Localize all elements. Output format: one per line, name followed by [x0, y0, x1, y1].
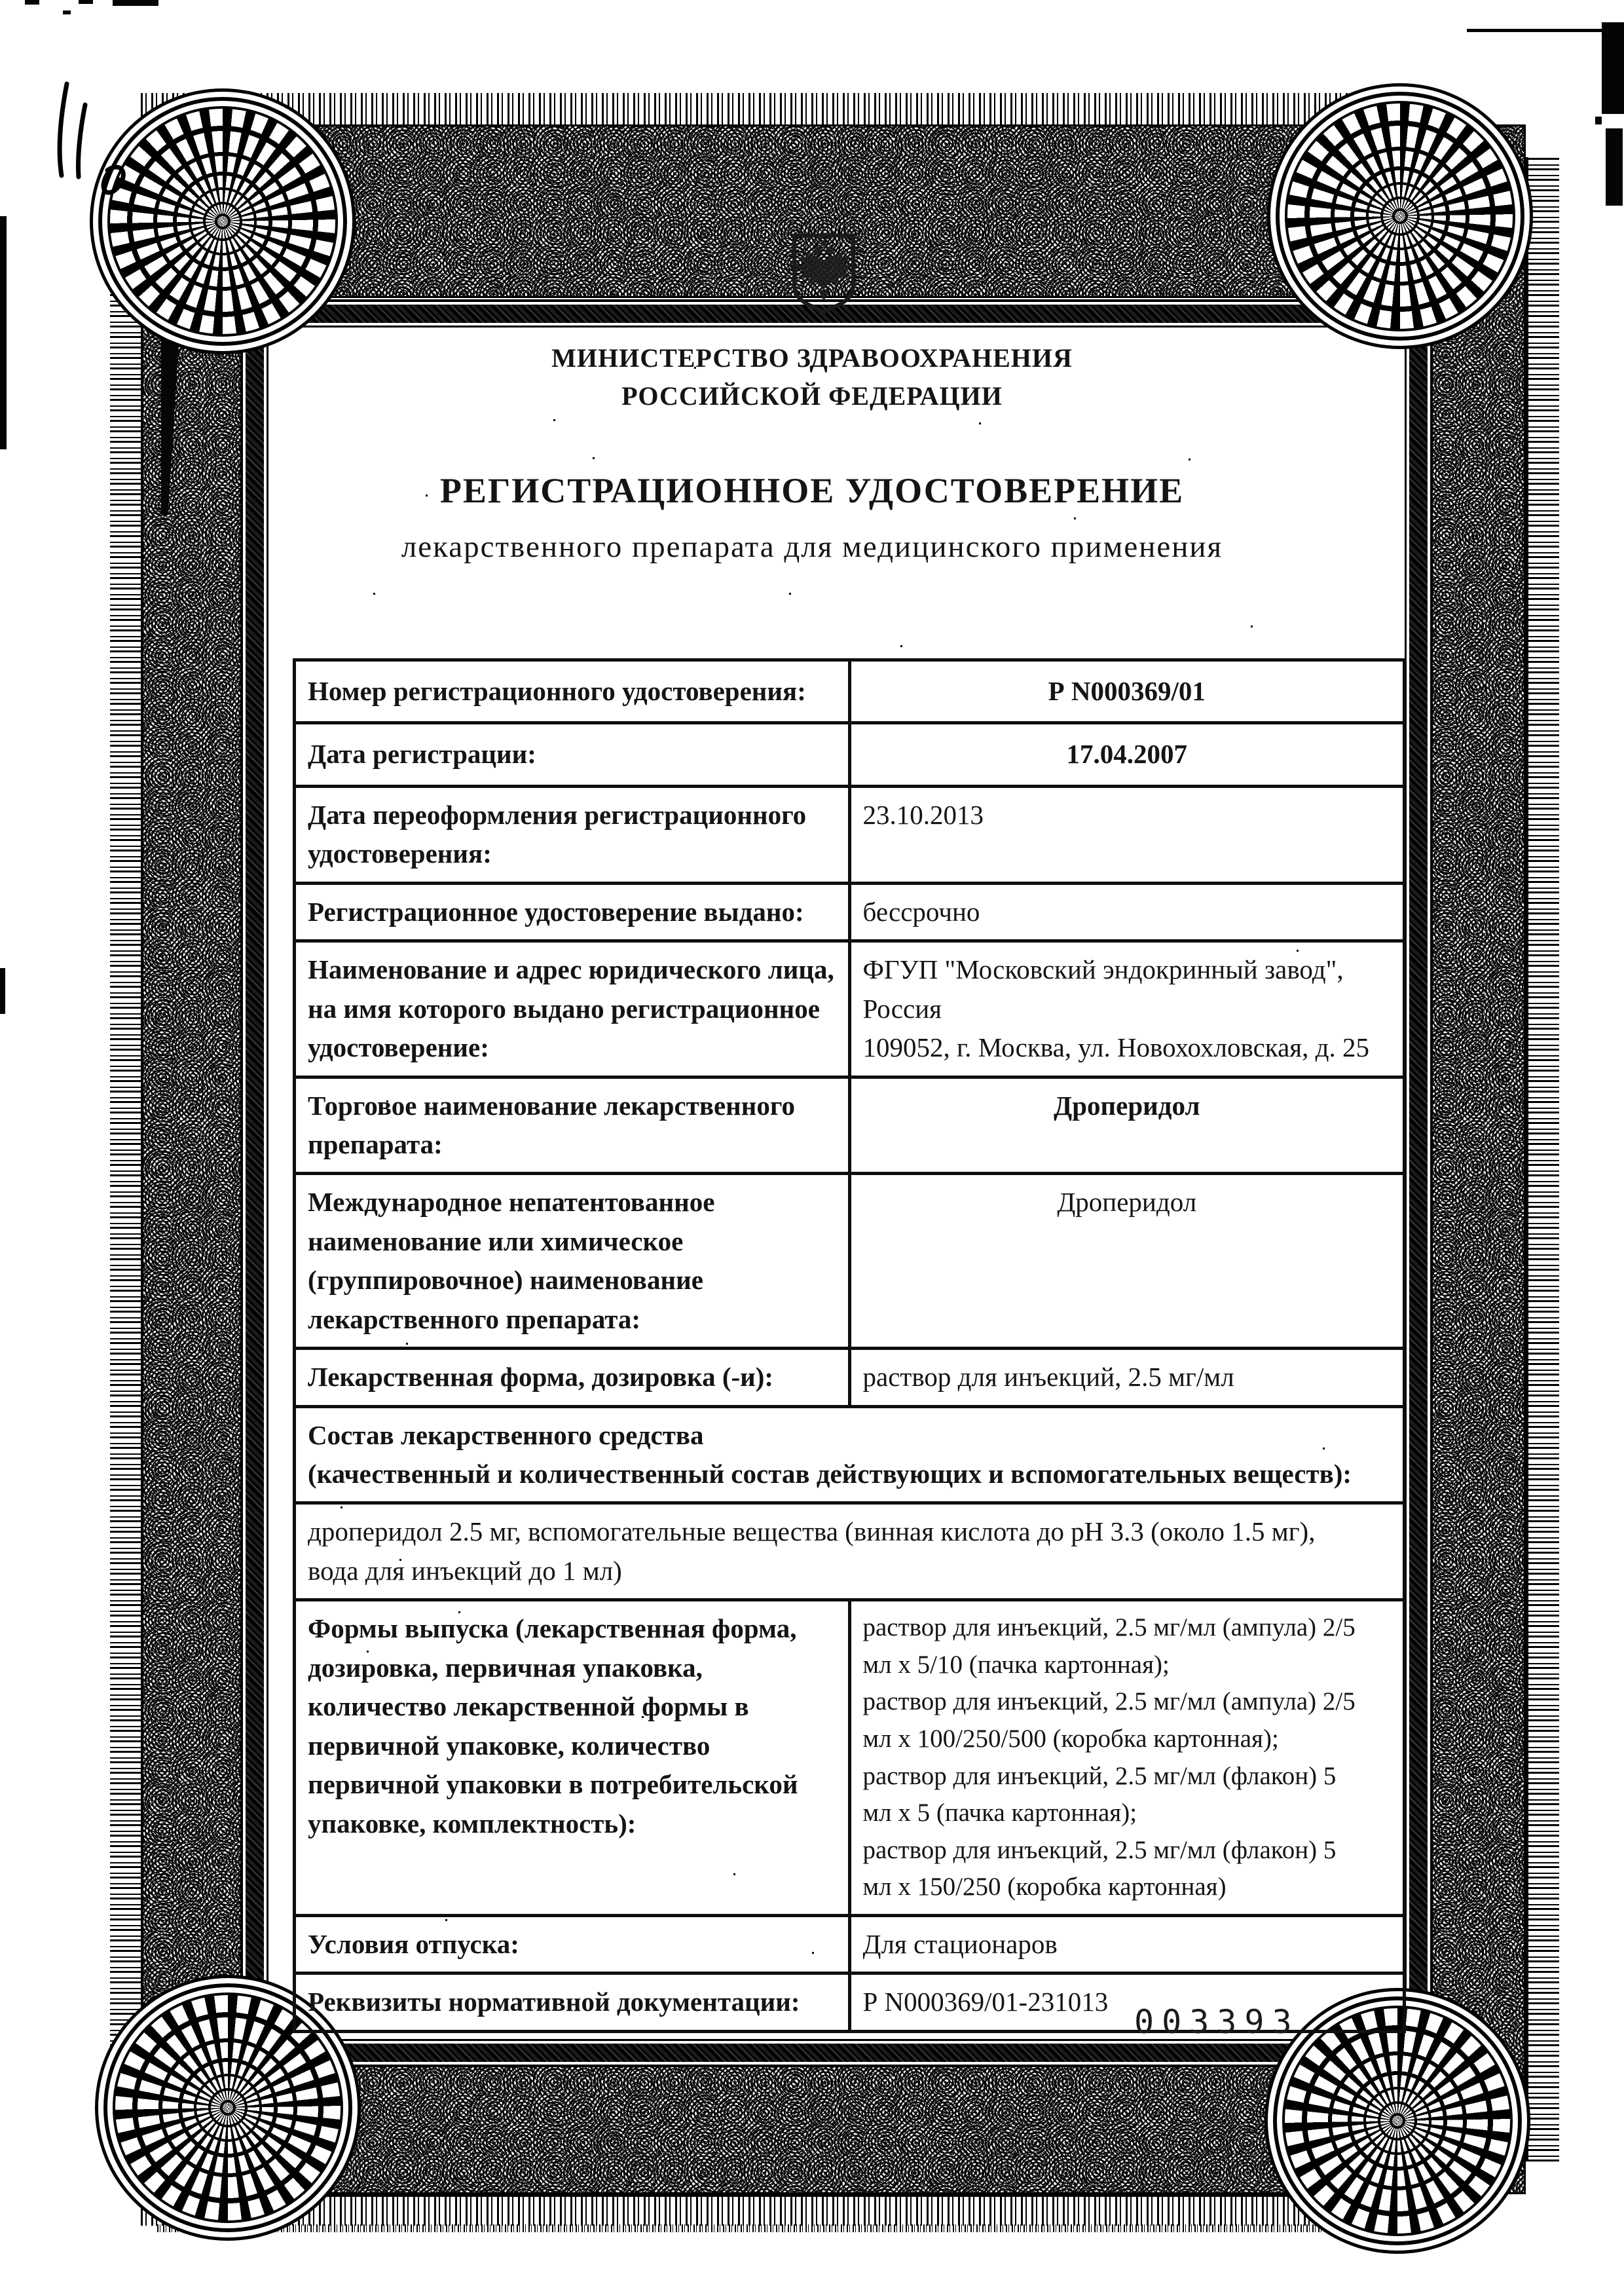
row-label: Условия отпуска:: [295, 1915, 850, 1973]
row-label: Наименование и адрес юридического лица, на имя которого выдано регистрационное удостоверение:: [295, 941, 850, 1077]
row-value: 23.10.2013: [849, 786, 1405, 883]
scan-artifact-right-dot: [1595, 117, 1602, 124]
scan-noise-speckles: [0, 0, 2, 2]
composition-header: Состав лекарственного средства (качественный и количественный состав действующих и вспомогательных веществ):: [295, 1406, 1405, 1503]
table-row-composition-header: [295, 1406, 1405, 1503]
certificate-table: [293, 658, 1406, 2033]
row-label: Международное непатентованное наименование или химическое (группировочное) наименование лекарственного препарата:: [295, 1174, 850, 1349]
table-row-trade-name: [295, 1077, 1405, 1174]
corner-rosette-top-right-icon: [1276, 92, 1524, 341]
table-row-dosage-form: [295, 1349, 1405, 1406]
border-fringe-left: [110, 157, 143, 2161]
row-value: ФГУП "Московский эндокринный завод", Россия 109052, г. Москва, ул. Новохохловская, д. 25: [849, 941, 1405, 1077]
row-label: Торговое наименование лекарственного препарата:: [295, 1077, 850, 1174]
scan-artifact-top-2: [79, 0, 93, 4]
table-row-inn-name: [295, 1174, 1405, 1349]
table-row-registration-date: [295, 723, 1405, 786]
row-label: Формы выпуска (лекарственная форма, дозировка, первичная упаковка, количество лекарственной формы в первичной упаковке, количество первичной упаковки в потребительской упаковке, комплектность):: [295, 1600, 850, 1915]
row-value: Дроперидол: [849, 1174, 1405, 1349]
ministry-header: [0, 339, 1624, 415]
scan-artifact-top-4: [63, 10, 71, 14]
document-title: РЕГИСТРАЦИОННОЕ УДОСТОВЕРЕНИЕ: [439, 471, 1185, 510]
ministry-line-1: МИНИСТЕРСТВО ЗДРАВООХРАНЕНИЯ: [551, 343, 1073, 373]
scan-artifact-top-line: [1467, 29, 1603, 32]
row-label: Лекарственная форма, дозировка (-и):: [295, 1349, 850, 1406]
form-serial-number: 003393: [1134, 2003, 1300, 2041]
corner-rosette-bottom-right-icon: [1273, 1996, 1522, 2245]
scan-artifact-left-bar-2: [0, 968, 5, 1014]
row-label: Реквизиты нормативной документации:: [295, 1973, 850, 2031]
russian-coat-of-arms-icon: [775, 231, 873, 322]
row-value: 17.04.2007: [849, 723, 1405, 786]
scan-artifact-top-1: [25, 0, 39, 5]
row-label: Регистрационное удостоверение выдано:: [295, 883, 850, 941]
row-value: раствор для инъекций, 2.5 мг/мл (ампула) 2/5 мл х 5/10 (пачка картонная); раствор для инъекций, 2.5 мг/мл (ампула) 2/5 мл х 100/250/500 (коробка картонная); раствор для инъекций, 2.5 мг/мл (флакон) 5 мл х 5 (пачка картонная); раствор для инъекций, 2.5 мг/мл (флакон) 5 мл х 150/250 (коробка картонная): [849, 1600, 1405, 1915]
composition-text: дроперидол 2.5 мг, вспомогательные вещества (винная кислота до pH 3.3 (около 1.5 мг), вода для инъекций до 1 мл): [295, 1503, 1405, 1600]
document-subtitle: лекарственного препарата для медицинского применения: [401, 530, 1223, 564]
row-value: раствор для инъекций, 2.5 мг/мл: [849, 1349, 1405, 1406]
table-row-registration-number: [295, 660, 1405, 723]
row-value: Р N000369/01: [849, 660, 1405, 723]
border-band-right: [1424, 124, 1526, 2194]
row-label: Дата переоформления регистрационного удостоверения:: [295, 786, 850, 883]
ministry-line-2: РОССИЙСКОЙ ФЕДЕРАЦИИ: [621, 381, 1003, 411]
row-value: Для стационаров: [849, 1915, 1405, 1973]
row-value: бессрочно: [849, 883, 1405, 941]
border-fringe-bottom: [141, 2194, 1428, 2226]
row-value: Р N000369/01-231013: [849, 1973, 1405, 2031]
table-row-dispensing-conditions: [295, 1915, 1405, 1973]
table-row-validity: [295, 883, 1405, 941]
handwritten-mark: [9, 65, 160, 249]
table-row-composition-text: [295, 1503, 1405, 1600]
row-label: Номер регистрационного удостоверения:: [295, 660, 850, 723]
row-label: Дата регистрации:: [295, 723, 850, 786]
scan-artifact-right-bar-1: [1602, 22, 1624, 114]
table-row-legal-entity: [295, 941, 1405, 1077]
row-value: Дроперидол: [849, 1077, 1405, 1174]
border-microtext-strip: [157, 2224, 1411, 2232]
scan-artifact-top-3: [113, 0, 158, 6]
border-band-left: [141, 124, 242, 2194]
border-fringe-right: [1526, 157, 1559, 2161]
table-row-release-forms: [295, 1600, 1405, 1915]
scan-artifact-right-bar-2: [1606, 128, 1623, 206]
scan-artifact-left-bar-1: [0, 216, 7, 449]
table-row-reissue-date: [295, 786, 1405, 883]
border-fringe-top: [141, 93, 1428, 127]
